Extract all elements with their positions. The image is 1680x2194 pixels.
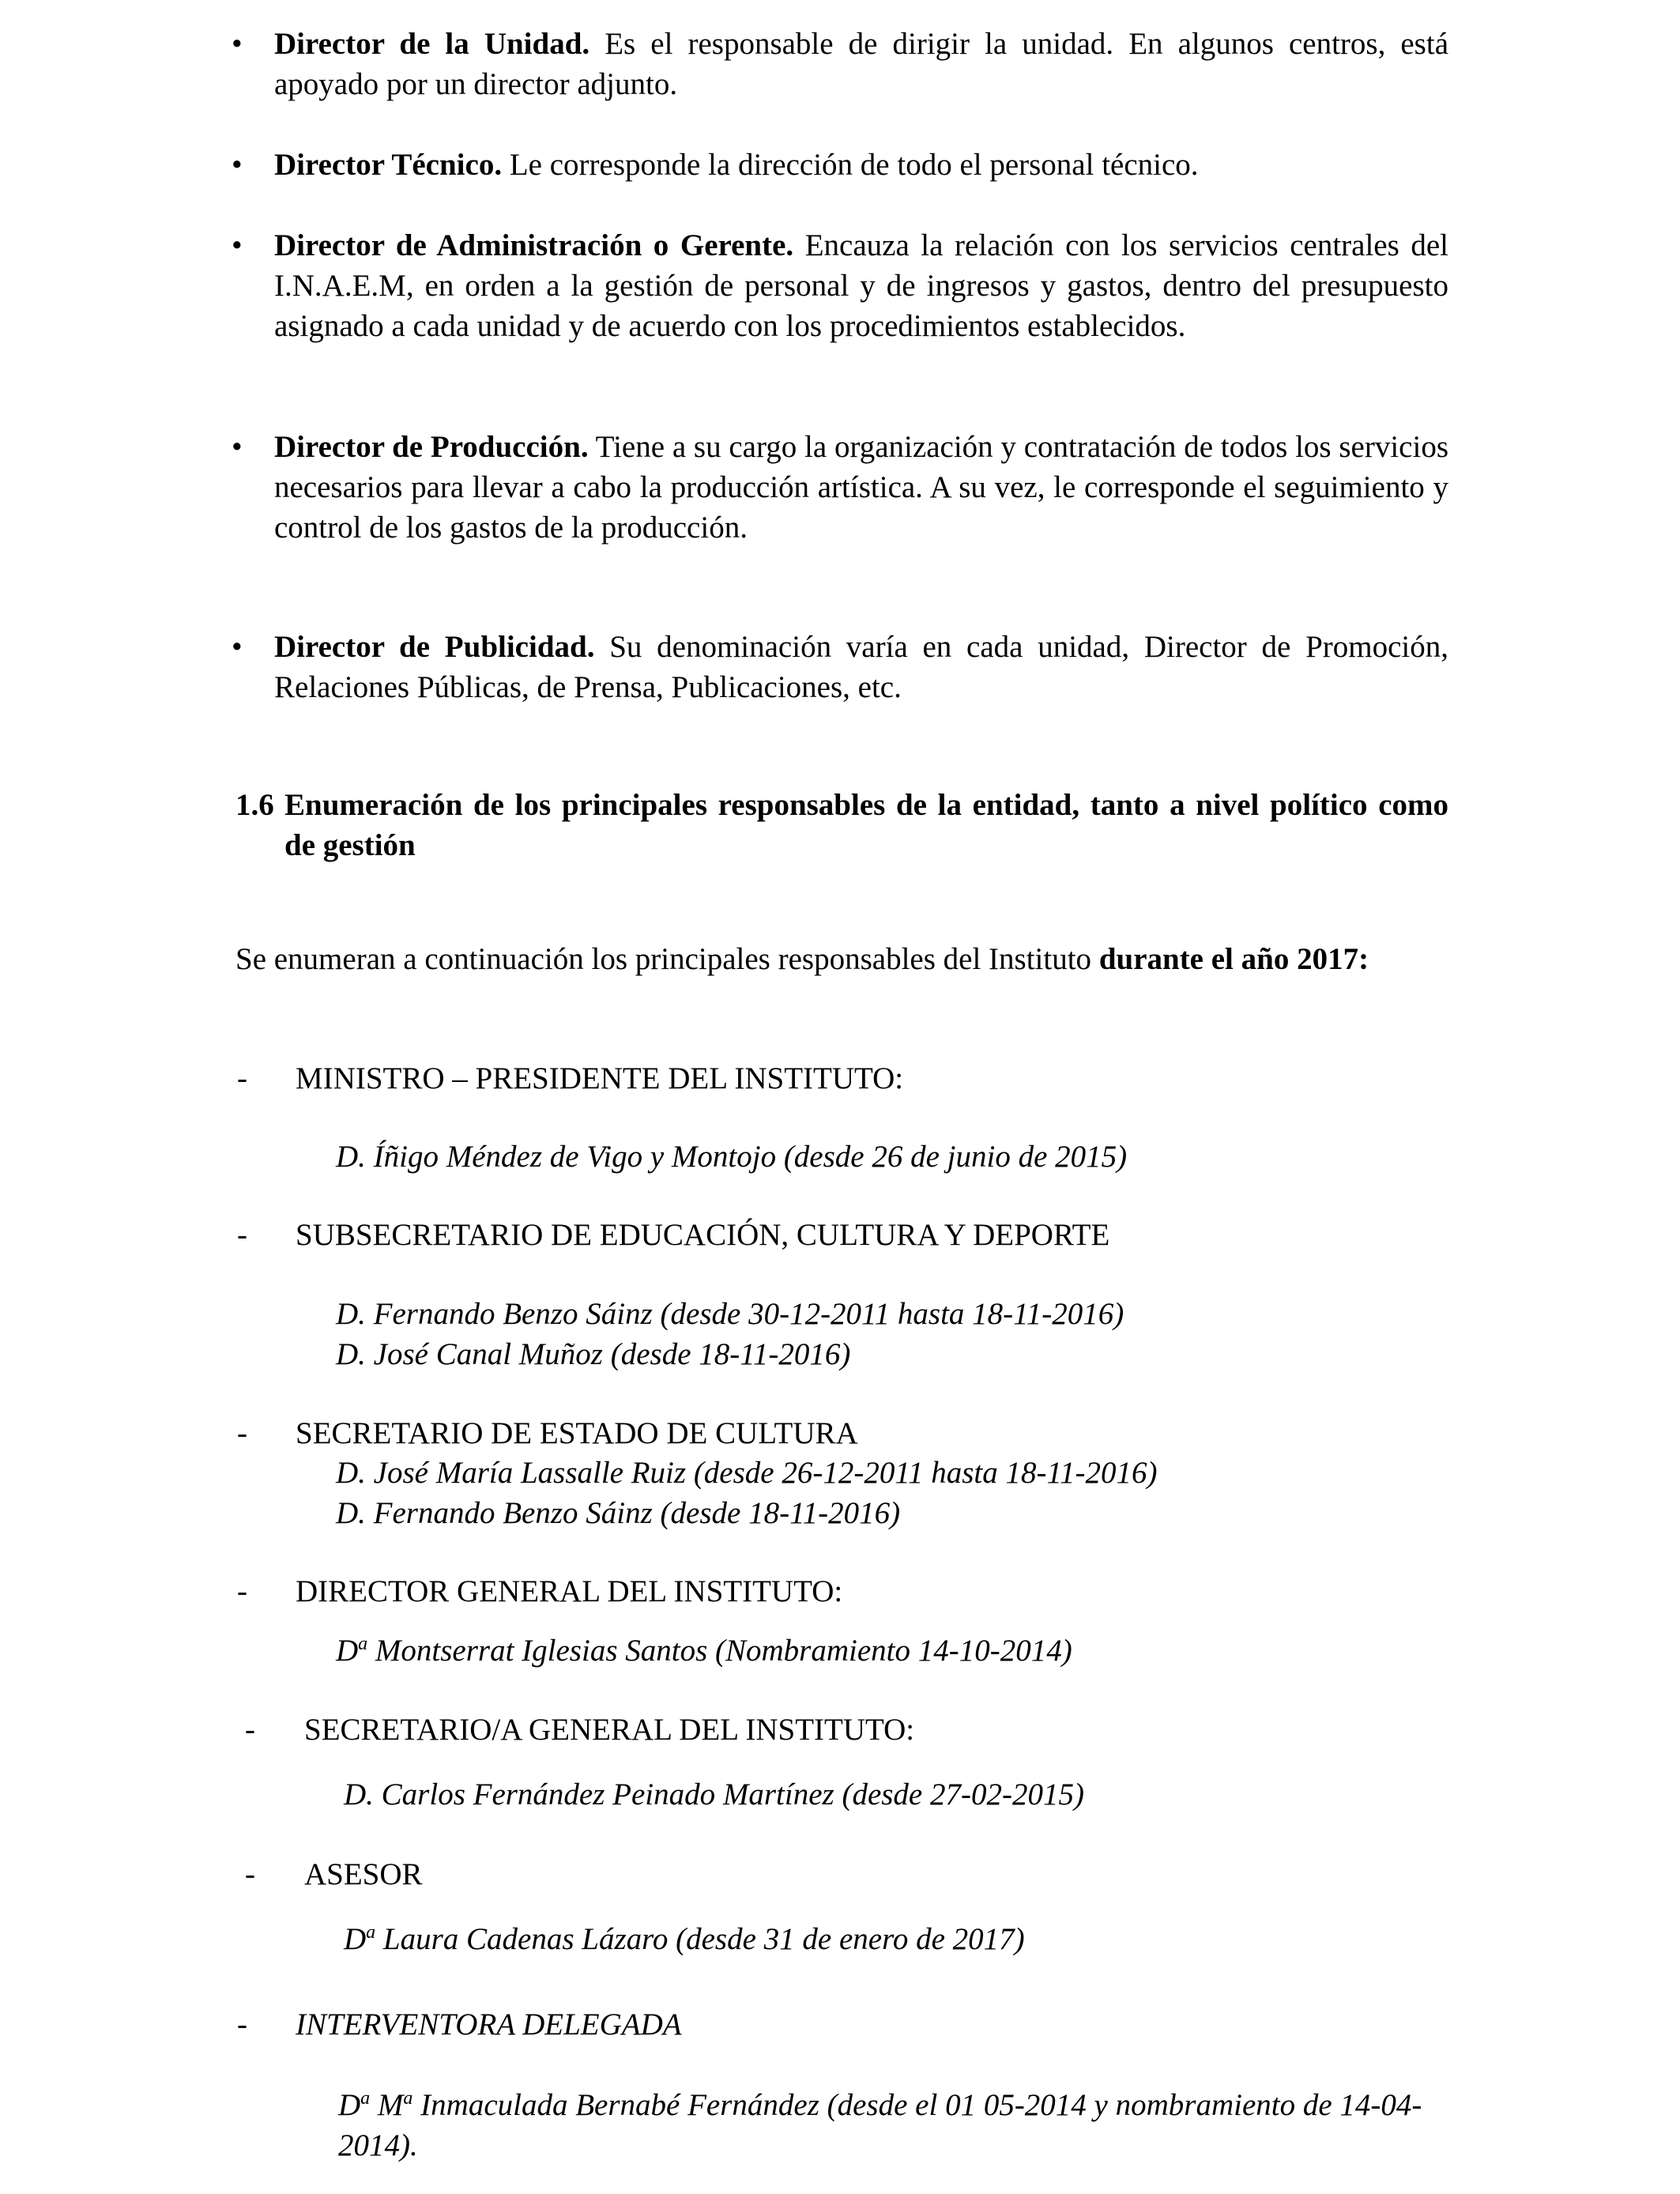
- bullet-title: Director de la Unidad.: [274, 27, 590, 61]
- bullet-symbol: •: [232, 630, 243, 664]
- person-name: $D^a$ $M^a$ Inmaculada Bernabé Fernández (desde el 01 05-2014 y nombramiento de 14-04-2014).: [338, 2088, 1422, 2162]
- intro-bold: durante el año 2017:: [1098, 942, 1369, 976]
- bullet-title: Director Técnico.: [274, 148, 503, 182]
- person-name: D. Íñigo Méndez de Vigo y Montojo (desde 26 de junio de 2015): [336, 1140, 1128, 1174]
- dash-symbol: -: [245, 1857, 255, 1891]
- bullet-title: Director de Producción.: [274, 430, 589, 464]
- role-label: ASESOR: [304, 1857, 423, 1891]
- person-name: D. Fernando Benzo Sáinz (desde 30-12-2011 hasta 18-11-2016): [336, 1297, 1124, 1331]
- dash-symbol: -: [237, 1061, 247, 1095]
- person-name: $D^a$ Montserrat Iglesias Santos (Nombramiento 14-10-2014): [336, 1634, 1072, 1668]
- bullet-symbol: •: [232, 228, 243, 262]
- bullet-title: Director de Administración o Gerente.: [274, 228, 794, 262]
- person-name: D. Carlos Fernández Peinado Martínez (desde 27-02-2015): [344, 1777, 1084, 1811]
- person-name: D. José María Lassalle Ruiz (desde 26-12-2011 hasta 18-11-2016): [336, 1456, 1158, 1490]
- person-name: $D^a$ Laura Cadenas Lázaro (desde 31 de enero de 2017): [344, 1922, 1025, 1956]
- dash-symbol: -: [237, 1218, 247, 1252]
- section-number: 1.6: [235, 788, 274, 822]
- role-label: DIRECTOR GENERAL DEL INSTITUTO:: [296, 1574, 843, 1608]
- person-name: D. Fernando Benzo Sáinz (desde 18-11-2016): [336, 1496, 901, 1530]
- role-label: MINISTRO – PRESIDENTE DEL INSTITUTO:: [296, 1061, 904, 1095]
- bullet-symbol: •: [232, 148, 243, 182]
- role-label: SUBSECRETARIO DE EDUCACIÓN, CULTURA Y DEPORTE: [296, 1218, 1110, 1252]
- intro-paragraph: [235, 939, 1448, 979]
- role-label: SECRETARIO/A GENERAL DEL INSTITUTO:: [304, 1713, 915, 1747]
- role-label: INTERVENTORA DELEGADA: [296, 2007, 682, 2041]
- bullet-text: Le corresponde la dirección de todo el personal técnico.: [502, 148, 1199, 182]
- bullet-symbol: •: [232, 27, 243, 61]
- bullet-text: Tiene a su cargo la organización y contratación de todos los servicios necesarios para llevar a cabo la producción artística. A su vez, le corresponde el seguimiento y control de los gastos de la producción.: [274, 430, 1448, 545]
- dash-symbol: -: [245, 1713, 255, 1747]
- dash-symbol: -: [237, 2007, 247, 2041]
- intro-text: Se enumeran a continuación los principales responsables del Instituto: [235, 942, 1099, 976]
- bullet-text: Es el responsable de dirigir la unidad. En algunos centros, está apoyado por un director adjunto.: [274, 27, 1449, 101]
- dash-symbol: -: [237, 1574, 247, 1608]
- dash-symbol: -: [237, 1416, 247, 1450]
- section-title: Enumeración de los principales responsables de la entidad, tanto a nivel político como de gestión: [284, 788, 1448, 862]
- bullet-symbol: •: [232, 430, 243, 464]
- bullet-title: Director de Publicidad.: [274, 630, 595, 664]
- person-name: D. José Canal Muñoz (desde 18-11-2016): [336, 1337, 851, 1371]
- bullet-text: Encauza la relación con los servicios centrales del I.N.A.E.M, en orden a la gestión de personal y de ingresos y gastos, dentro del presupuesto asignado a cada unidad y de acuerdo con los procedimientos establecidos.: [274, 228, 1448, 343]
- bullet-text: Su denominación varía en cada unidad, Director de Promoción, Relaciones Públicas, de Prensa, Publicaciones, etc.: [274, 630, 1448, 704]
- role-label: SECRETARIO DE ESTADO DE CULTURA: [296, 1416, 858, 1450]
